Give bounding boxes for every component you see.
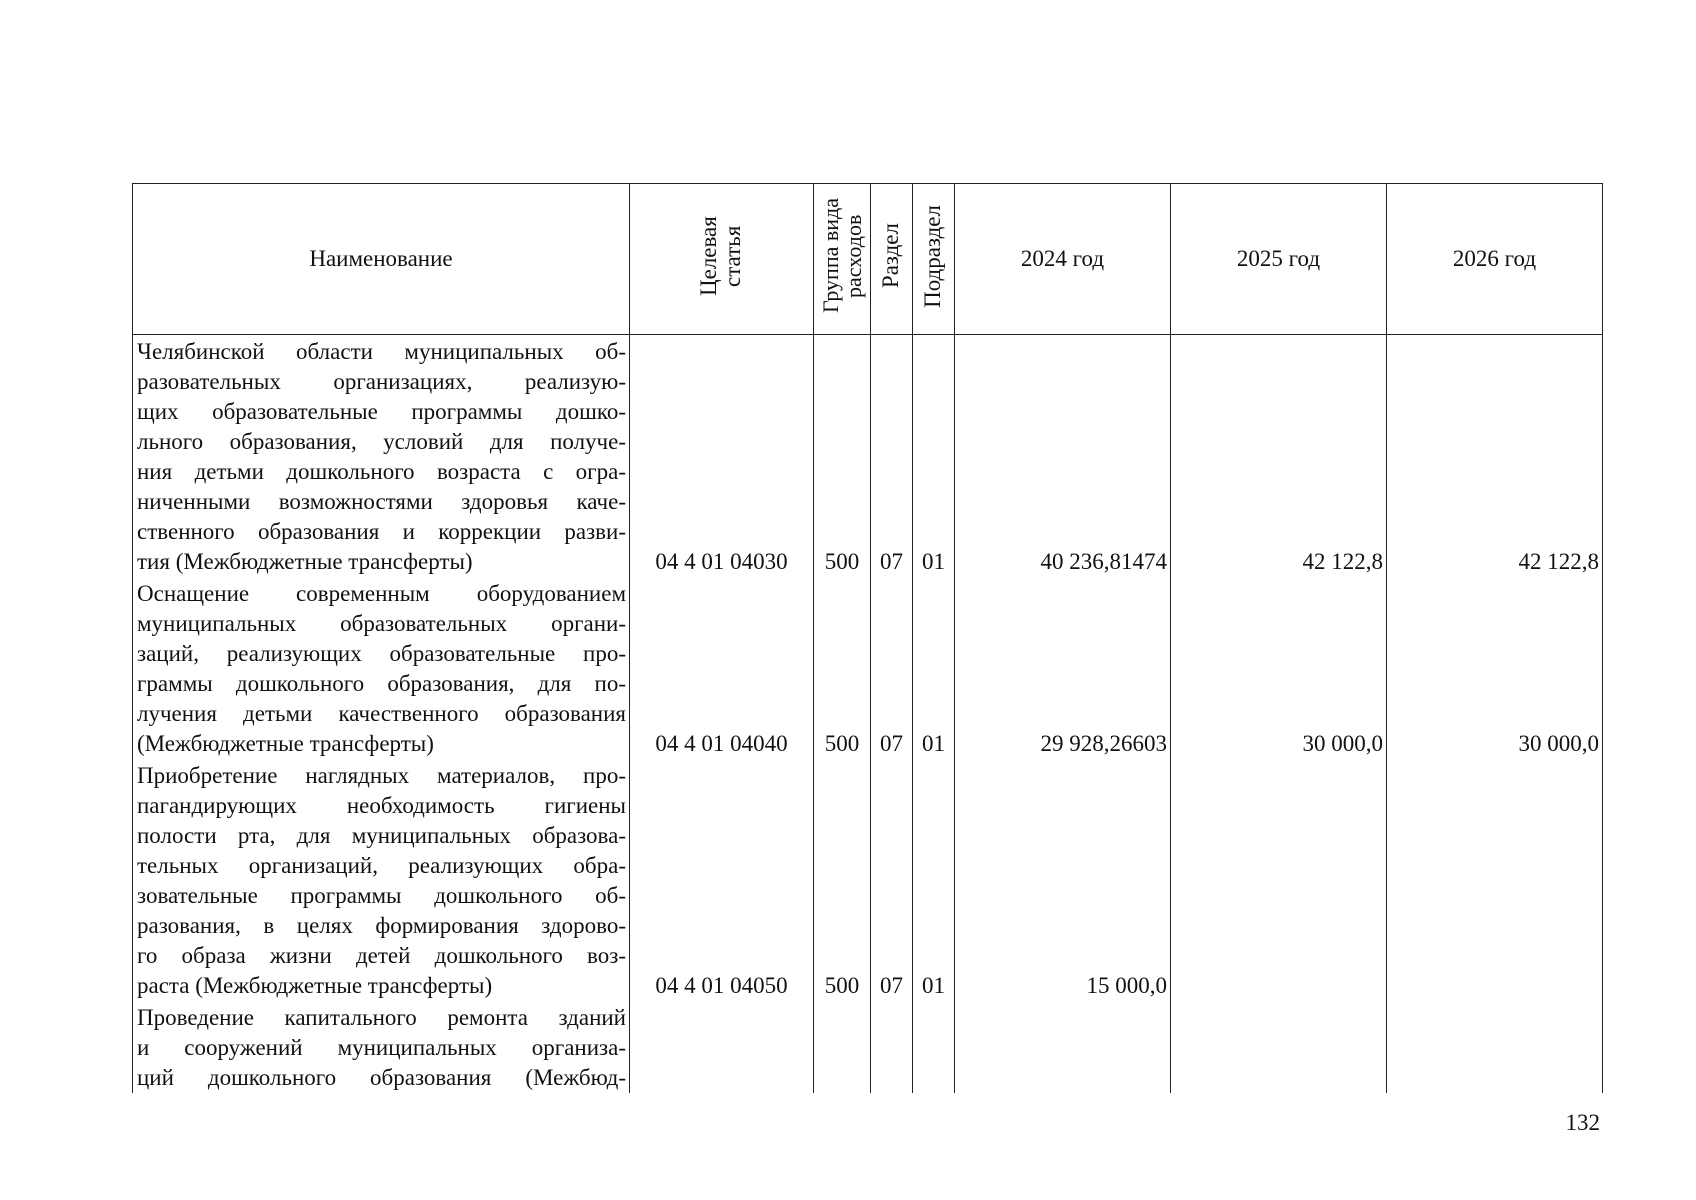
table-row bbox=[133, 759, 1603, 1001]
header-subsection bbox=[913, 184, 955, 335]
row-name bbox=[133, 335, 630, 578]
budget-table bbox=[132, 183, 1603, 1093]
header-target bbox=[630, 184, 814, 335]
row-name bbox=[133, 577, 630, 759]
row-name-line: Челябинской области муниципальных об- bbox=[137, 339, 626, 364]
row-name bbox=[133, 1001, 630, 1093]
row-name-line: заций, реализующих образовательные про- bbox=[137, 641, 626, 666]
row-2024: 40 236,81474 bbox=[955, 335, 1171, 578]
header-section bbox=[871, 184, 913, 335]
row-2024: 15 000,0 bbox=[955, 759, 1171, 1001]
table-header-row bbox=[133, 184, 1603, 335]
header-2024 bbox=[955, 184, 1171, 335]
row-group: 500 bbox=[814, 759, 871, 1001]
row-section bbox=[871, 1001, 913, 1093]
header-name-label: Наименование bbox=[309, 246, 453, 271]
header-2025 bbox=[1171, 184, 1387, 335]
row-name-line: зовательные программы дошкольного об- bbox=[137, 883, 626, 908]
header-name bbox=[133, 184, 630, 335]
row-name-line: Приобретение наглядных материалов, про- bbox=[137, 763, 626, 788]
row-name-line: и сооружений муниципальных организа- bbox=[137, 1035, 626, 1060]
budget-table-container bbox=[132, 183, 1602, 1093]
row-name-line: пагандирующих необходимость гигиены bbox=[137, 793, 626, 818]
row-name-line: полости рта, для муниципальных образова- bbox=[137, 823, 626, 848]
row-name-line: Оснащение современным оборудованием bbox=[137, 581, 626, 606]
row-name-line: льного образования, условий для получе- bbox=[137, 429, 626, 454]
row-name-line: граммы дошкольного образования, для по- bbox=[137, 671, 626, 696]
row-group: 500 bbox=[814, 577, 871, 759]
row-subsection: 01 bbox=[913, 577, 955, 759]
header-2025-label: 2025 год bbox=[1236, 246, 1321, 271]
row-2025: 42 122,8 bbox=[1171, 335, 1387, 578]
row-section: 07 bbox=[871, 577, 913, 759]
header-section-label: Раздел bbox=[878, 223, 904, 289]
row-name-line: разования, в целях формирования здорово- bbox=[137, 913, 626, 938]
row-group: 500 bbox=[814, 335, 871, 578]
row-2024 bbox=[955, 1001, 1171, 1093]
row-section: 07 bbox=[871, 759, 913, 1001]
table-row bbox=[133, 335, 1603, 578]
header-2026-label: 2026 год bbox=[1452, 246, 1537, 271]
row-2025 bbox=[1171, 1001, 1387, 1093]
row-target: 04 4 01 04040 bbox=[630, 577, 814, 759]
row-name-line: муниципальных образовательных органи- bbox=[137, 611, 626, 636]
row-name-line: тия (Межбюджетные трансферты) bbox=[137, 549, 473, 574]
row-name-line: ций дошкольного образования (Межбюд- bbox=[137, 1065, 626, 1090]
row-name bbox=[133, 759, 630, 1001]
header-target-label: Целевая статья bbox=[696, 216, 746, 296]
header-group bbox=[814, 184, 871, 335]
row-group bbox=[814, 1001, 871, 1093]
row-name-line: лучения детьми качественного образования bbox=[137, 701, 626, 726]
row-name-line: щих образовательные программы дошко- bbox=[137, 399, 626, 424]
row-name-line: ственного образования и коррекции разви- bbox=[137, 519, 626, 544]
row-name-line: го образа жизни детей дошкольного воз- bbox=[137, 943, 626, 968]
row-subsection bbox=[913, 1001, 955, 1093]
header-subsection-label: Подраздел bbox=[920, 204, 946, 308]
row-2024: 29 928,26603 bbox=[955, 577, 1171, 759]
row-subsection: 01 bbox=[913, 759, 955, 1001]
table-row bbox=[133, 1001, 1603, 1093]
row-2026: 30 000,0 bbox=[1387, 577, 1603, 759]
row-target: 04 4 01 04030 bbox=[630, 335, 814, 578]
row-2026: 42 122,8 bbox=[1387, 335, 1603, 578]
header-2024-label: 2024 год bbox=[1020, 246, 1105, 271]
row-name-line: Проведение капитального ремонта зданий bbox=[137, 1005, 626, 1030]
header-group-label: Группа вида расходов bbox=[817, 198, 866, 314]
row-section: 07 bbox=[871, 335, 913, 578]
row-name-line: (Межбюджетные трансферты) bbox=[137, 731, 434, 756]
row-target bbox=[630, 1001, 814, 1093]
row-name-line: разовательных организациях, реализую- bbox=[137, 369, 626, 394]
header-2026 bbox=[1387, 184, 1603, 335]
row-2026 bbox=[1387, 1001, 1603, 1093]
row-2025: 30 000,0 bbox=[1171, 577, 1387, 759]
row-target: 04 4 01 04050 bbox=[630, 759, 814, 1001]
row-name-line: ния детьми дошкольного возраста с огра- bbox=[137, 459, 626, 484]
row-2025 bbox=[1171, 759, 1387, 1001]
table-row bbox=[133, 577, 1603, 759]
page-number: 132 bbox=[1565, 1110, 1600, 1135]
row-name-line: ниченными возможностями здоровья каче- bbox=[137, 489, 626, 514]
row-name-line: тельных организаций, реализующих обра- bbox=[137, 853, 626, 878]
row-name-line: раста (Межбюджетные трансферты) bbox=[137, 973, 493, 998]
row-2026 bbox=[1387, 759, 1603, 1001]
row-subsection: 01 bbox=[913, 335, 955, 578]
